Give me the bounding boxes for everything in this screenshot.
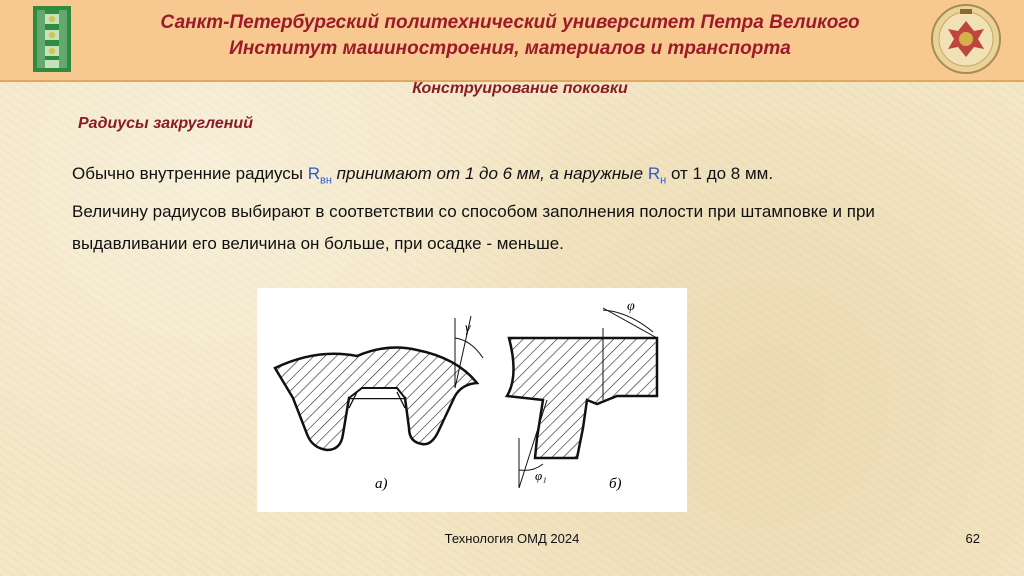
page-number: 62 [965,531,980,546]
footer-course: Технология ОМД 2024 [444,531,580,546]
label-phi: φ [627,299,635,314]
label-gamma: γ [465,321,471,336]
label-b: б) [609,476,622,492]
slide-title: Конструирование поковки [412,80,628,97]
university-name: Санкт-Петербургский политехнический университет Петра Великого [160,12,860,33]
paragraph-selection: Величину радиусов выбирают в соответствии со способом заполнения полости при штамповке и при выдавливании его величина он больше, при осадке - меньше. [72,202,875,254]
forging-radii-figure [257,288,687,512]
inner-radius-symbol: $R_{вн}$ [307,164,332,187]
body-text [72,158,952,260]
section-subtitle: Радиусы закруглений [78,115,253,132]
label-phi1: φ₁ [535,468,547,483]
figure-b [507,299,657,492]
figure-a [275,316,483,492]
header-bar [0,0,1024,82]
university-logo-icon [31,4,73,74]
paragraph-radii: Обычно внутренние радиусы $R_{вн}$ принимают от 1 до 6 мм, а наружные $R_н$ от 1 до 8 мм. [72,164,774,187]
emblem-icon [930,3,1002,75]
outer-radius-symbol: $R_н$ [647,164,667,187]
institute-name: Институт машиностроения, материалов и транспорта [229,38,791,59]
profile-a [275,348,477,450]
profile-b [507,338,657,458]
label-a: а) [375,476,388,492]
